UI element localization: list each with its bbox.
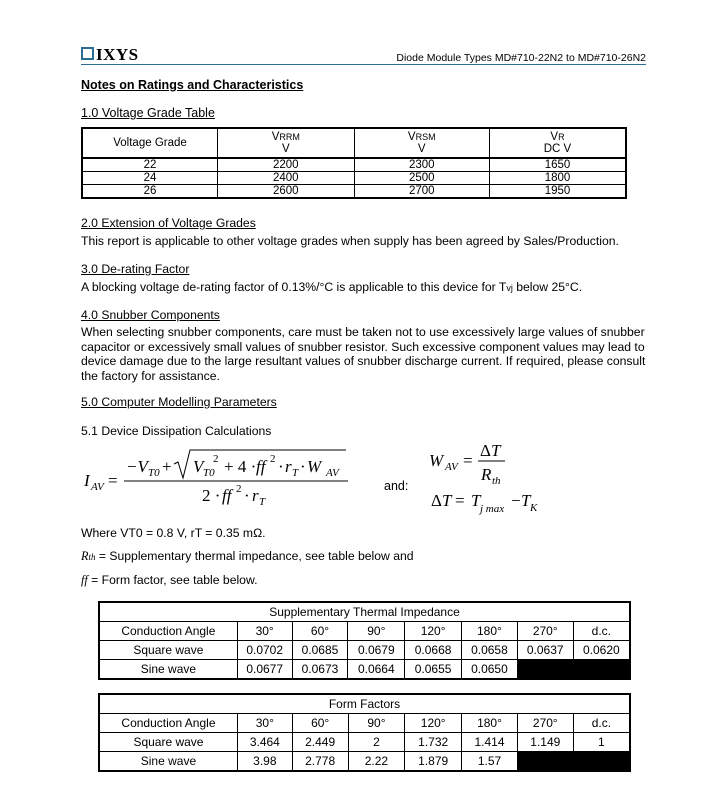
table-header-row	[99, 622, 630, 641]
table-row	[99, 641, 630, 660]
cell-grade: 22	[82, 158, 218, 172]
paragraph-line: capacitor or excessively small values of snubber resistor. Such excessive component values may lead to	[81, 339, 645, 354]
cell-vrsm: 2500	[354, 172, 489, 185]
header-cell: 270°	[517, 714, 573, 733]
table-cell: 0.0620	[573, 641, 630, 660]
header-vrsm: VRSM V	[354, 128, 489, 158]
row-label: Square wave	[99, 733, 237, 752]
header-cell: Conduction Angle	[99, 714, 237, 733]
header-cell: 90°	[348, 622, 405, 641]
table-cell: 1.732	[405, 733, 462, 752]
svg-text:W: W	[307, 457, 322, 476]
svg-text:K: K	[530, 502, 538, 514]
rth-line: Rth = Supplementary thermal impedance, see table below and	[81, 549, 414, 563]
voltage-table-header	[82, 128, 626, 158]
svg-text:r: r	[285, 457, 292, 476]
thermal-table-title: Supplementary Thermal Impedance	[99, 602, 630, 622]
header-cell: 30°	[237, 714, 292, 733]
form-table-title: Form Factors	[99, 694, 630, 714]
table-row	[99, 660, 630, 680]
table-cell: 0.0668	[405, 641, 462, 660]
table-cell: 2.22	[348, 752, 405, 772]
header-cell: 90°	[348, 714, 405, 733]
svg-text:Δ: Δ	[480, 441, 491, 460]
table-cell: 0.0673	[292, 660, 348, 680]
table-cell: 3.98	[237, 752, 292, 772]
header-cell: d.c.	[573, 622, 630, 641]
svg-text:=: =	[455, 491, 465, 510]
svg-text:T: T	[521, 491, 531, 510]
cell-vr: 1800	[490, 172, 627, 185]
paragraph-line: the factory for assistance.	[81, 368, 220, 383]
header-cell: 180°	[462, 622, 518, 641]
header-rule	[81, 64, 646, 65]
cell-vr: 1650	[490, 158, 627, 172]
table-row	[82, 158, 626, 172]
table-cell: 1	[573, 733, 630, 752]
header-cell: d.c.	[573, 714, 630, 733]
section5-subheading: 5.1 Device Dissipation Calculations	[81, 424, 272, 438]
table-cell: 0.0702	[237, 641, 292, 660]
table-cell: 0.0664	[348, 660, 405, 680]
svg-text:2: 2	[270, 453, 276, 465]
header-cell: 270°	[517, 622, 573, 641]
table-cell: 2.449	[292, 733, 348, 752]
header-cell: 60°	[292, 714, 348, 733]
header-cell: 120°	[405, 714, 462, 733]
section1-heading: 1.0 Voltage Grade Table	[81, 106, 215, 120]
svg-text:2: 2	[213, 453, 219, 465]
svg-text:T0: T0	[148, 467, 160, 479]
cell-vrrm: 2400	[218, 172, 354, 185]
svg-text:V: V	[193, 457, 204, 476]
svg-text:2 ·: 2 ·	[202, 486, 221, 505]
svg-text:j max: j max	[480, 503, 505, 515]
voltage-grade-table	[81, 127, 627, 199]
form-factors-table	[98, 693, 631, 772]
svg-text:·: ·	[278, 457, 284, 476]
row-label: Square wave	[99, 641, 237, 660]
svg-text:T0: T0	[203, 467, 215, 479]
svg-text:Δ: Δ	[431, 491, 442, 510]
svg-text:I: I	[84, 471, 90, 490]
cell-grade: 26	[82, 185, 218, 199]
table-cell: 1.879	[405, 752, 462, 772]
header-cell: Conduction Angle	[99, 622, 237, 641]
table-row	[82, 185, 626, 199]
table-cell: 0.0637	[517, 641, 573, 660]
svg-text:R: R	[481, 465, 492, 484]
table-cell: 0.0655	[405, 660, 462, 680]
cell-vrrm: 2600	[218, 185, 354, 199]
svg-text:T: T	[471, 491, 481, 510]
logo-square-icon	[81, 47, 94, 60]
header-cell: 30°	[237, 622, 292, 641]
paragraph-line: When selecting snubber components, care must be taken not to use excessively large values of snubber	[81, 325, 645, 339]
svg-text:·: ·	[300, 457, 306, 476]
table-cell: 3.464	[237, 733, 292, 752]
header-vrrm: VRRM V	[218, 128, 354, 158]
svg-text:ff: ff	[222, 486, 232, 505]
svg-text:=: =	[463, 451, 473, 470]
section3-text: A blocking voltage de-rating factor of 0.13%/°C is applicable to this device for Tvj below 25°C.	[81, 280, 583, 294]
svg-text:T: T	[491, 441, 501, 460]
svg-text:th: th	[492, 475, 501, 487]
cell-vrsm: 2700	[354, 185, 489, 199]
cell-vr: 1950	[490, 185, 627, 199]
header-cell: 60°	[292, 622, 348, 641]
where-line: Where VT0 = 0.8 V, rT = 0.35 mΩ.	[81, 526, 266, 540]
table-cell: 2.778	[292, 752, 348, 772]
table-header-row	[99, 714, 630, 733]
table-cell: 2	[348, 733, 405, 752]
row-label: Sine wave	[99, 660, 237, 680]
svg-text:AV: AV	[326, 467, 339, 479]
svg-text:T: T	[442, 491, 452, 510]
section3-heading: 3.0 De-rating Factor	[81, 262, 190, 276]
ff-line: ff = Form factor, see table below.	[81, 573, 258, 587]
thermal-impedance-table	[98, 601, 631, 680]
iav-formula	[78, 444, 378, 514]
cell-vrsm: 2300	[354, 158, 489, 172]
main-title: Notes on Ratings and Characteristics	[81, 78, 304, 92]
cell-grade: 24	[82, 172, 218, 185]
cell-vrrm: 2200	[218, 158, 354, 172]
header-vr: VR DC V	[490, 128, 627, 158]
section2-heading: 2.0 Extension of Voltage Grades	[81, 216, 256, 230]
header-cell: 180°	[462, 714, 518, 733]
section4-heading: 4.0 Snubber Components	[81, 308, 220, 322]
section2-text: This report is applicable to other voltage grades when supply has been agreed by Sales/Production.	[81, 234, 619, 248]
paragraph-line: device damage due to the large resultant values of snubber discharge current. If required, please consult	[81, 354, 646, 368]
svg-text:T: T	[259, 496, 266, 508]
table-cell: 1.414	[462, 733, 518, 752]
wav-formula	[425, 438, 555, 518]
svg-text:+: +	[162, 457, 172, 476]
table-cell: 1.149	[517, 733, 573, 752]
table-row	[99, 752, 630, 772]
svg-text:T: T	[292, 467, 299, 479]
table-cell: 0.0650	[462, 660, 518, 680]
svg-text:W: W	[429, 451, 444, 470]
logo-text: IXYS	[96, 45, 139, 64]
header-cell: 120°	[405, 622, 462, 641]
svg-text:=: =	[108, 471, 118, 490]
svg-text:AV: AV	[445, 461, 458, 473]
svg-text:+ 4 ·: + 4 ·	[224, 457, 257, 476]
header-voltage-grade: Voltage Grade	[82, 128, 218, 158]
svg-text:ff: ff	[256, 457, 266, 476]
blacked-out-cell	[517, 752, 630, 772]
table-cell: 0.0677	[237, 660, 292, 680]
row-label: Sine wave	[99, 752, 237, 772]
blacked-out-cell	[517, 660, 630, 680]
svg-text:−V: −V	[126, 457, 148, 476]
svg-text:·: ·	[244, 486, 250, 505]
svg-text:AV: AV	[91, 481, 104, 493]
svg-text:2: 2	[236, 483, 242, 495]
table-cell: 0.0658	[462, 641, 518, 660]
table-cell: 1.57	[462, 752, 518, 772]
section4-paragraph	[81, 325, 646, 383]
and-label: and:	[384, 479, 409, 493]
table-cell: 0.0679	[348, 641, 405, 660]
svg-text:r: r	[252, 486, 259, 505]
table-cell: 0.0685	[292, 641, 348, 660]
table-row	[99, 733, 630, 752]
company-logo	[81, 45, 139, 65]
document-title: Diode Module Types MD#710-22N2 to MD#710-26N2	[396, 52, 646, 64]
table-row	[82, 172, 626, 185]
section5-heading: 5.0 Computer Modelling Parameters	[81, 395, 277, 409]
svg-text:−: −	[511, 491, 521, 510]
